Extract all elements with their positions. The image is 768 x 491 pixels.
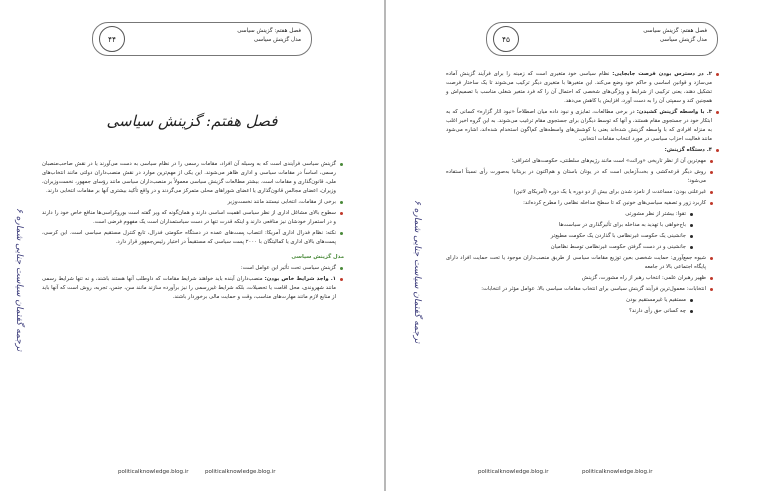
numbered-item (42, 275, 344, 302)
sub-list-item: باج‌خواهی با تهدید به مداخله برای تأثیرگذاری در سیاست‌ها (446, 221, 694, 230)
sub-list-item: چه کسانی حق رأی دارند؟ (446, 307, 694, 316)
footer-link[interactable]: politicalknowledge.blog.ir (582, 469, 653, 475)
item-text: نظام سیاسی خود متغیری است که زمینه را برای فرآیند گزینش آماده می‌سازد و قوانین اساسی و حاکم خود وضع می‌کند. این متغیرها با متغیری دیگر ترکیب می‌شوند تا یک ساختار فرصت تشکیل دهند، یعنی ترکیبی از شرایط و ویژگی‌های شخصی که احتمال آن را که فرد متغیر شغلی مناسب با تصمیم‌اش و همچنین کند و سمپتی آن را به دست آورد، افزایش یا کاهش می‌دهد. (446, 71, 712, 104)
sub-list-item: جانشینی و در دست گرفتن حکومت غیرنظامی توسط نظامیان (446, 243, 694, 252)
list-item: کاربرد زور و تصفیه سیاسی‌های خونین که تا سطح مداخله نظامی را مطرح کرده‌اند: (446, 199, 714, 208)
footer-link[interactable]: politicalknowledge.blog.ir (205, 469, 276, 475)
side-title: ترجمه گفتمان سیاست جنایی شماره ۶ (412, 200, 422, 344)
chapter-title: فصل هفتم: گزینش سیاسی (106, 112, 278, 130)
page-number: ۴۵ (493, 26, 519, 52)
numbered-item (446, 108, 720, 144)
page-number: ۴۴ (99, 26, 125, 52)
header-chapter: فصل هفتم: گزینش سیاسی (643, 28, 707, 34)
sub-list (446, 210, 714, 252)
item-title: ۱. واجد شرایط خاص بودن: (264, 276, 337, 282)
list-item: انتخابات: معمول‌ترین فرآیند گزینش سیاسی برای انتخاب مقامات سیاسی بالا. عوامل مؤثر در انتخابات: (446, 285, 714, 294)
header-chapter: فصل هفتم: گزینش سیاسی (237, 28, 301, 34)
sub-list-item: جانشینی یک حکومت غیرنظامی با گذاردن یک حکومت مطیع‌تر (446, 232, 694, 241)
section-intro: گزینش سیاسی تحت تأثیر این عوامل است: (42, 264, 344, 273)
right-body (446, 70, 720, 318)
header-section: مدل گزینش سیاسی (253, 37, 301, 43)
list-item: مهم‌ترین آن از نظر تاریخی «وراثت» است مانند رژیم‌های سلطنتی، حکومت‌های اشرافی؛ (446, 157, 714, 166)
bullet-item: برخی از مقامات، انتخابی نیستند مانند نخست‌وزیر (42, 198, 344, 207)
page-header (92, 22, 312, 56)
item-text: منصب‌داران آینده باید خواهند شرایط مقامات که داوطلب آنها هستند باشند، و نه تنها شرایط رسمی مانند شهروندی، محل اقامت یا تحصیلات، بلکه شرایط غیررسمی را نیز برآورده سازند مانند سن، جنس، تجربه، روش است که آنها باید از منابع لازم مانند مهارت‌های مناسب، وقت و حمایت مالی برخوردار باشند. (42, 276, 336, 300)
bullet-item: نکته: نظام فدرال اداری آمریکا: انتصاب پست‌های عمده در دستگاه حکومتی فدرال، تابع کنترل مستقیم سیاسی است. این کرسی، پست‌های بالای اداری یا کمالیتگان با ۲۰۰۰ پست سیاسی که مستقیماً در اختیار رئیس‌جمهور قرار دارد. (42, 229, 344, 247)
page-header (486, 22, 718, 56)
intro-paragraph: گزینش سیاسی فرآیندی است که به وسیله آن افراد، مقامات رسمی را در نظام سیاسی به دست می‌آورند یا در نقش صاحب‌منصبان رسمی، اساساً در مقامات سیاسی و اداری ظاهر می‌شوند. این یکی از مهم‌ترین موارد در نقش منصب‌داران دولتی مانند انتخاب‌های ملی، قانون‌گذاری و مقامات است. بیشتر مطالعات گزینش سیاسی معمولاً بر منصب‌داران سیاسی مانند رؤسای جمهور، نخست‌وزیران، وزیران، اعضای مجالس قانون‌گذاری یا اعضای شوراهای محلی متمرکز می‌گردند و در واقع تأکید بیشتری آنها بر مقامات انتخابی دارند. (42, 160, 344, 196)
list-item: روش دیگر قرعه‌کشی و بخت‌آزمایی است که در یونان باستان و هم‌اکنون در بریتانیا به‌صورت رأی نسبتاً استفاده می‌شود؛ (446, 168, 714, 186)
sub-list-item: مستقیم یا غیرمستقیم بودن (446, 296, 694, 305)
sub-list-item: تقوا: بیشتر از نظر مشورتی (446, 210, 694, 219)
left-body (42, 160, 344, 304)
list-item: ظهیر رهبران علمی: انتخاب رهبر از راه مشورت، گزینش (446, 274, 714, 283)
item-title: ۲. در دسترس بودن فرصت جابجایی: (612, 71, 712, 77)
bullet-item: سطوح بالای مشاغل اداری از نظر سیاسی اهمیت اساسی دارند و همان‌گونه که ویر گفته است بوروکراسی‌ها منافع خاص خود را دارند و در استمرار خودشان نیز منافعی دارند و اینکه قدرت تنها در دست سیاستمداران است یک مفهوم فرضی است. (42, 209, 344, 227)
item-title: ۳. با واسطه گزینش کشیدن: (636, 109, 713, 115)
list-item: غیرعلنی بودن: مساعدت از نامزد شدن برای بیش از دو دوره یا یک دوره (آمریکای لاتین) (446, 188, 714, 197)
numbered-item (446, 146, 720, 155)
numbered-item (446, 70, 720, 106)
footer-link[interactable]: politicalknowledge.blog.ir (478, 469, 549, 475)
item-text: در برخی مطالعات، تمایزی و نبود داده میان اصطلاحاً «نبود اثار گزاره» کسانی که به ابتکار خود در جستجوی مقام هستند، و آنها که توسط دیگران برای جستجوی مقام ترغیب می‌شوند. به این گروه اخیر اغلب به منزله افرادی که با واسطه گزینش شده‌اند یعنی با کوشش‌های واسطه‌های کم‌اگون استخدام شده‌اند، اشاره می‌شود مانند فعالیت احزاب سیاسی در مورد انتخاب مقامات انتخابی. (446, 109, 712, 142)
list-item: شیوه جمع‌آوری: حمایت شخصی بعین توزیع مقامات سیاسی از طریق منصب‌داران موجود یا تحت حمایت افراد دارای پایگاه اجتماعی بالا در جامعه (446, 254, 714, 272)
item-title: ۴. دستگاه گزینش: (664, 147, 712, 153)
mechanism-list (446, 157, 720, 316)
footer-link[interactable]: politicalknowledge.blog.ir (118, 469, 189, 475)
section-heading: مدل گزینش سیاسی (291, 254, 344, 260)
side-title: ترجمه گفتمان سیاست جنایی شماره ۶ (14, 208, 24, 352)
sub-list (446, 296, 714, 316)
header-section: مدل گزینش سیاسی (659, 37, 707, 43)
right-page (386, 0, 768, 491)
